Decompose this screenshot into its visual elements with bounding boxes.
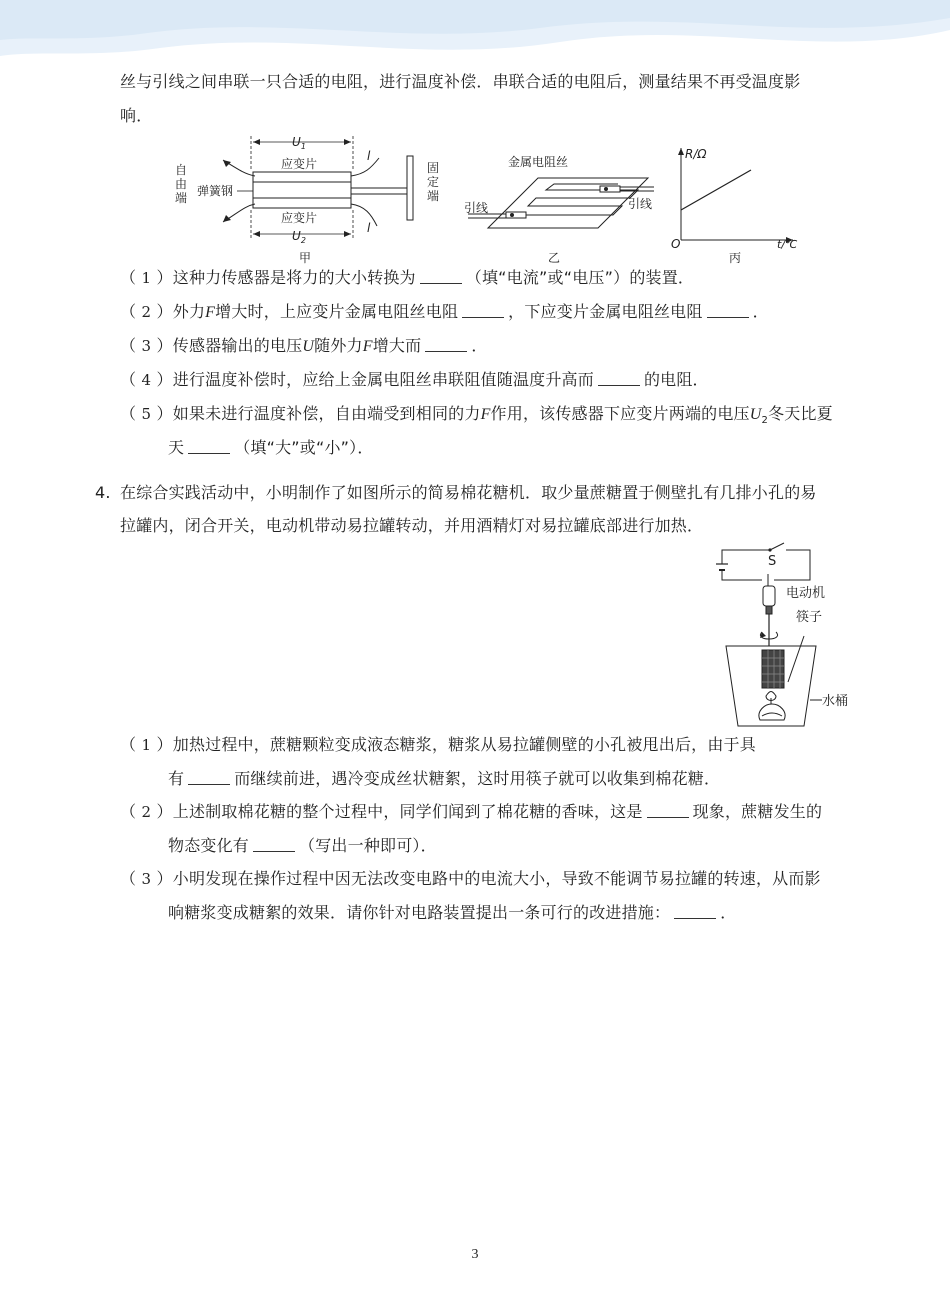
switch-label: S	[768, 554, 777, 569]
figure-bing-caption: 丙	[728, 251, 742, 265]
figure-jia-caption: 甲	[298, 251, 312, 265]
fixed-end-char-3: 端	[427, 189, 440, 203]
q4-item-3-line2: 响糖浆变成糖絮的效果．请你针对电路装置提出一条可行的改进措施： ．	[168, 903, 737, 922]
l-bottom-label: l	[367, 221, 371, 235]
figure-yi-resistance-wire	[458, 140, 658, 270]
answer-blank[interactable]	[188, 439, 230, 454]
answer-blank[interactable]	[598, 371, 640, 386]
free-end-char-1: 自	[175, 163, 188, 177]
q4-item-2-line2: 物态变化有 （写出一种即可）．	[168, 836, 437, 855]
motor-label: 电动机	[786, 586, 826, 601]
bottom-strain-label: 应变片	[280, 211, 318, 225]
figure-yi-caption: 乙	[547, 251, 561, 265]
y-axis-label: R/Ω	[685, 147, 707, 161]
q4-number: 4.	[95, 483, 111, 502]
answer-blank[interactable]	[188, 770, 230, 785]
lead-left-label: 引线	[464, 201, 489, 215]
q3-intro-line1: 丝与引线之间串联一只合适的电阻，进行温度补偿．串联合适的电阻后，测量结果不再受温度影	[120, 72, 801, 91]
origin-label: O	[671, 237, 681, 251]
lead-right-label: 引线	[628, 197, 653, 211]
metal-wire-label: 金属电阻丝	[508, 155, 569, 169]
q4-item-3-line1: （ 3 ）小明发现在操作过程中因无法改变电路中的电流大小，导致不能调节易拉罐的转速，从而影	[120, 869, 821, 888]
q4-item-2-line1: （ 2 ）上述制取棉花糖的整个过程中，同学们闻到了棉花糖的香味，这是 现象，蔗糖发生的	[120, 802, 823, 821]
fixed-end-char-2: 定	[427, 175, 440, 189]
q3-intro-line2: 响．	[120, 106, 153, 125]
u2-label: $U_2$	[292, 229, 306, 245]
q3-item-3: （ 3 ）传感器输出的电压U随外力F增大而 ．	[120, 336, 488, 355]
figure-cotton-candy-machine	[712, 540, 862, 732]
top-strain-label: 应变片	[280, 157, 318, 171]
q3-item-2: （ 2 ）外力F增大时，上应变片金属电阻丝电阻 ，下应变片金属电阻丝电阻 ．	[120, 302, 769, 321]
q4-item-1-line1: （ 1 ）加热过程中，蔗糖颗粒变成液态糖浆，糖浆从易拉罐侧壁的小孔被甩出后，由于具	[120, 735, 756, 754]
fixed-end-char-1: 固	[427, 161, 440, 175]
q4-stem-line2: 拉罐内，闭合开关，电动机带动易拉罐转动，并用酒精灯对易拉罐底部进行加热．	[120, 516, 704, 535]
answer-blank[interactable]	[253, 837, 295, 852]
l-top-label: l	[367, 149, 371, 163]
bucket-label: 水桶	[822, 694, 849, 709]
figure-bing-r-t-graph	[665, 140, 805, 270]
q4-item-1-line2: 有 而继续前进，遇冷变成丝状糖絮，这时用筷子就可以收集到棉花糖．	[168, 769, 721, 788]
chopstick-label: 筷子	[796, 610, 823, 625]
free-end-char-2: 由	[175, 177, 188, 191]
answer-blank[interactable]	[425, 337, 467, 352]
answer-blank[interactable]	[462, 303, 504, 318]
u1-label: $U_1$	[292, 135, 306, 151]
free-end-char-3: 端	[175, 191, 188, 205]
answer-blank[interactable]	[420, 269, 462, 284]
page-number: 3	[471, 1247, 479, 1262]
q4-stem-line1: 在综合实践活动中，小明制作了如图所示的简易棉花糖机．取少量蔗糖置于侧壁扎有几排小孔的易	[120, 483, 817, 502]
header-wave-decoration	[0, 0, 950, 70]
answer-blank[interactable]	[647, 803, 689, 818]
answer-blank[interactable]	[674, 904, 716, 919]
spring-steel-label: 弹簧钢	[197, 184, 234, 198]
q3-item-5-line1: （ 5 ）如果未进行温度补偿，自由端受到相同的力F作用，该传感器下应变片两端的电压$U_2$冬天比夏	[120, 404, 833, 427]
x-axis-label: t/℃	[777, 238, 798, 251]
q3-item-1: （ 1 ）这种力传感器是将力的大小转换为 （填“电流”或“电压”）的装置．	[120, 268, 695, 287]
q3-item-4: （ 4 ）进行温度补偿时，应给上金属电阻丝串联阻值随温度升高而 的电阻．	[120, 370, 709, 389]
q3-item-5-line2: 天 （填“大”或“小”）．	[168, 438, 374, 457]
answer-blank[interactable]	[707, 303, 749, 318]
figure-jia-strain-gauge	[165, 130, 455, 270]
